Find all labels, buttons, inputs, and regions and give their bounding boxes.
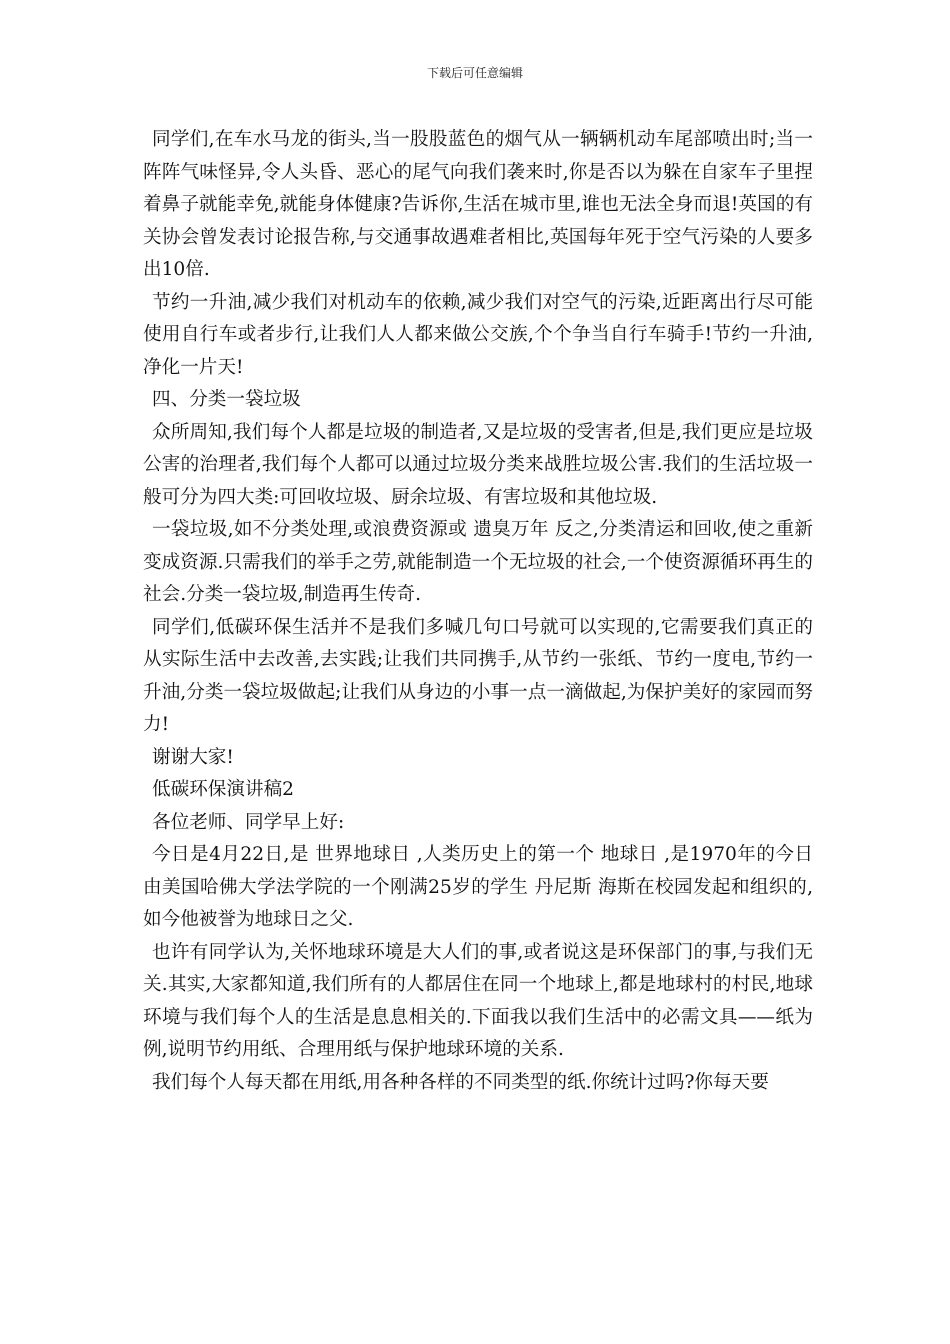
paragraph-greeting: 各位老师、同学早上好:: [152, 811, 345, 833]
page-header: 下载后可任意编辑: [426, 66, 523, 80]
paragraph-thanks: 谢谢大家!: [152, 746, 234, 768]
document-body: [143, 124, 813, 1099]
paragraph-earth-day: 今日是4月22日,是 世界地球日 ,人类历史上的第一个 地球日 ,是1970年的今日由美国哈佛大学法学院的一个刚满25岁的学生 丹尼斯 海斯在校园发起和组织的,如今他被誉为地球日之父.: [143, 844, 813, 930]
speech-title-2: 低碳环保演讲稿2: [152, 779, 294, 800]
section-heading-sort-garbage: 四、分类一袋垃圾: [152, 389, 301, 410]
paragraph-low-carbon-call: 同学们,低碳环保生活并不是我们多喊几句口号就可以实现的,它需要我们真正的从实际生活中去改善,去实践;让我们共同携手,从节约一张纸、节约一度电,节约一升油,分类一袋垃圾做起;让我们从身边的小事一点一滴做起,为保护美好的家园而努力!: [143, 616, 813, 735]
paragraph-exhaust-pollution: 同学们,在车水马龙的街头,当一股股蓝色的烟气从一辆辆机动车尾部喷出时;当一阵阵气味怪异,令人头昏、恶心的尾气向我们袭来时,你是否以为躲在自家车子里捏着鼻子就能幸免,就能身体健康?告诉你,生活在城市里,谁也无法全身而退!英国的有关协会曾发表讨论报告称,与交通事故遇难者相比,英国每年死于空气污染的人要多出10倍.: [143, 129, 813, 280]
paragraph-environment-concern: 也许有同学认为,关怀地球环境是大人们的事,或者说这是环保部门的事,与我们无关.其实,大家都知道,我们所有的人都居住在同一个地球上,都是地球村的村民,地球环境与我们每个人的生活是息息相关的.下面我以我们生活中的必需文具——纸为例,说明节约用纸、合理用纸与保护地球环境的关系.: [143, 941, 813, 1060]
paragraph-garbage-recycling: 一袋垃圾,如不分类处理,或浪费资源或 遗臭万年 反之,分类清运和回收,使之重新变成资源.只需我们的举手之劳,就能制造一个无垃圾的社会,一个使资源循环再生的社会.分类一袋垃圾,制造再生传奇.: [143, 519, 813, 605]
paragraph-paper-usage: 我们每个人每天都在用纸,用各种各样的不同类型的纸.你统计过吗?你每天要: [152, 1071, 769, 1093]
paragraph-garbage-producers: 众所周知,我们每个人都是垃圾的制造者,又是垃圾的受害者,但是,我们更应是垃圾公害的治理者,我们每个人都可以通过垃圾分类来战胜垃圾公害.我们的生活垃圾一般可分为四大类:可回收垃圾、厨余垃圾、有害垃圾和其他垃圾.: [143, 421, 813, 508]
paragraph-save-oil: 节约一升油,减少我们对机动车的依赖,减少我们对空气的污染,近距离出行尽可能使用自行车或者步行,让我们人人都来做公交族,个个争当自行车骑手!节约一升油,净化一片天!: [143, 291, 813, 378]
